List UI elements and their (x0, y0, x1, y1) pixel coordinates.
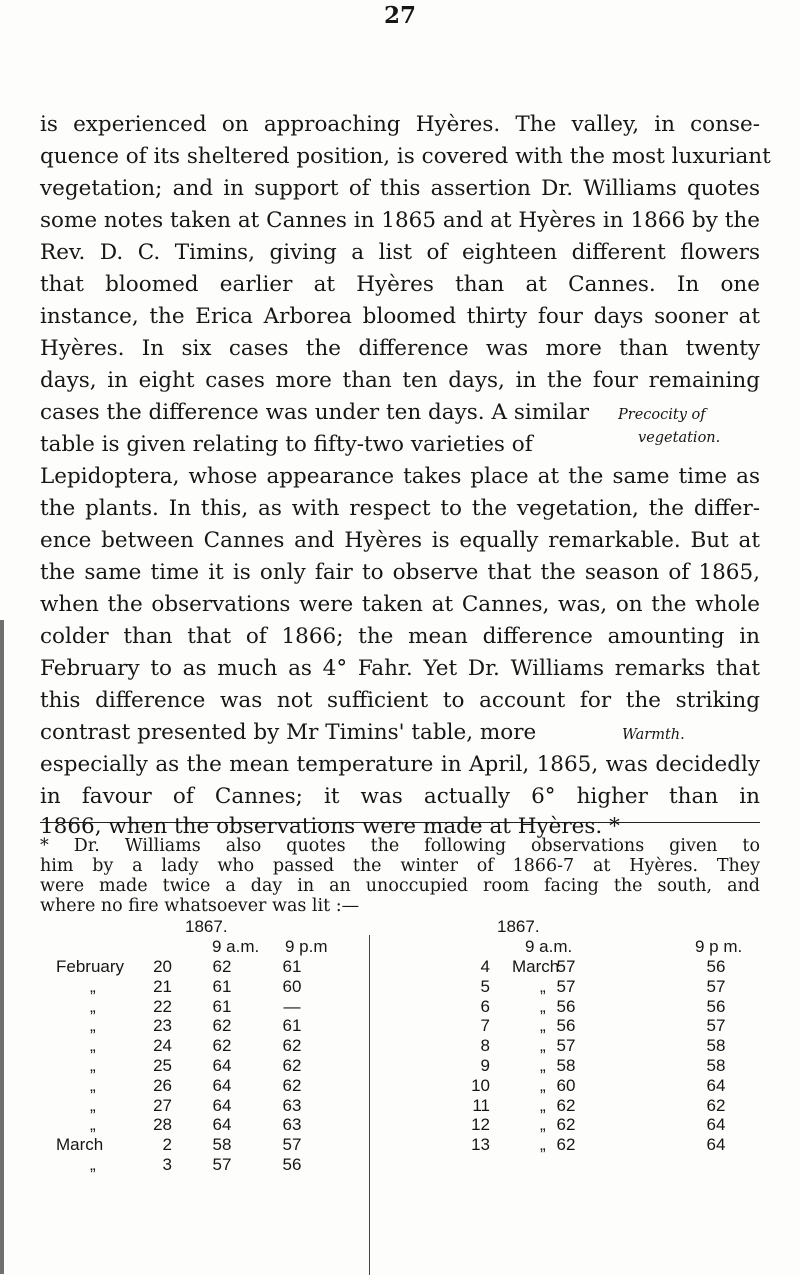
table-row-am: 61 (212, 997, 232, 1016)
body-line: quence of its sheltered position, is covered with the most luxuriant (40, 144, 771, 169)
table-row-am: 62 (212, 1016, 232, 1035)
table-row-day: 20 (153, 957, 172, 976)
table-row-month: „ (540, 1076, 546, 1095)
table-row-month: „ (540, 1036, 546, 1055)
table-row-month: „ (90, 1016, 96, 1035)
table-row-pm: 64 (706, 1076, 726, 1095)
table-row-day: 13 (471, 1135, 490, 1154)
table-row-day: 22 (153, 997, 172, 1016)
table-row-day: 27 (153, 1096, 172, 1115)
body-line: Rev. D. C. Timins, giving a list of eighteen different flowers (40, 240, 760, 265)
table-row-pm: 61 (282, 957, 302, 976)
body-line: Hyères. In six cases the difference was more than twenty (40, 336, 760, 361)
body-line: Lepidoptera, whose appearance takes place at the same time as (40, 464, 760, 489)
table-row-pm: 62 (282, 1076, 302, 1095)
table-row-am: 64 (212, 1115, 232, 1134)
col-header-pm: 9 p m. (695, 937, 743, 956)
table-row-am: 62 (556, 1096, 576, 1115)
table-row-am: 64 (212, 1096, 232, 1115)
body-line: cases the difference was under ten days. A similar (40, 400, 589, 425)
table-row-pm: 63 (282, 1096, 302, 1115)
table-row-day: 3 (162, 1155, 172, 1174)
table-row-day: 28 (153, 1115, 172, 1134)
table-year: 1867. (185, 917, 228, 936)
table-row-pm: 56 (706, 957, 726, 976)
table-row-am: 64 (212, 1076, 232, 1095)
table-row-month: „ (540, 1016, 546, 1035)
table-row-am: 57 (556, 977, 576, 996)
body-line: contrast presented by Mr Timins' table, more (40, 720, 537, 745)
body-line: this difference was not sufficient to account for the striking (40, 688, 760, 713)
table-row-month: „ (90, 1096, 96, 1115)
table-row-pm: 60 (282, 977, 302, 996)
table-row-pm: 56 (282, 1155, 302, 1174)
table-row-month: „ (90, 1056, 96, 1075)
table-row-month: „ (90, 1115, 96, 1134)
col-header-pm: 9 p.m (285, 937, 328, 956)
table-row-pm: 64 (706, 1115, 726, 1134)
table-row-day: 26 (153, 1076, 172, 1095)
table-row-pm: 57 (706, 977, 726, 996)
table-row-day: 7 (480, 1016, 490, 1035)
table-row-month: March (56, 1135, 104, 1154)
table-row-month: „ (540, 1056, 546, 1075)
table-row-am: 60 (556, 1076, 576, 1095)
page-edge (0, 620, 4, 1274)
table-row-am: 62 (212, 1036, 232, 1055)
table-row-day: 10 (471, 1076, 490, 1095)
table-row-day: 25 (153, 1056, 172, 1075)
table-row-day: 21 (153, 977, 172, 996)
table-row-pm: 58 (706, 1036, 726, 1055)
table-row-month: „ (540, 1096, 546, 1115)
table-row-am: 57 (556, 1036, 576, 1055)
table-row-month: „ (90, 997, 96, 1016)
table-row-pm: 62 (282, 1036, 302, 1055)
table-year: 1867. (497, 917, 540, 936)
table-row-month: „ (90, 1036, 96, 1055)
table-row-day: 11 (472, 1096, 490, 1115)
table-row-month: „ (90, 977, 96, 996)
footnote-line: where no fire whatsoever was lit :— (40, 896, 360, 916)
table-row-am: 62 (556, 1115, 576, 1134)
table-row-am: 61 (212, 977, 232, 996)
table-row-pm: 63 (282, 1115, 302, 1134)
table-divider (369, 935, 370, 1275)
body-line: in favour of Cannes; it was actually 6° higher than in (40, 784, 760, 809)
table-row-day: 4 (480, 957, 490, 976)
table-row-am: 56 (556, 997, 576, 1016)
table-row-pm: 61 (282, 1016, 302, 1035)
table-row-month: „ (540, 1115, 546, 1134)
body-line: 1866, when the observations were made at Hyères. * (40, 814, 620, 839)
body-line: some notes taken at Cannes in 1865 and at Hyères in 1866 by the (40, 208, 760, 233)
margin-note: vegetation. (638, 430, 721, 446)
table-row-day: 2 (162, 1135, 172, 1154)
table-row-day: 24 (153, 1036, 172, 1055)
table-row-pm: 58 (706, 1056, 726, 1075)
body-line: colder than that of 1866; the mean difference amounting in (40, 624, 760, 649)
table-row-pm: 56 (706, 997, 726, 1016)
page-number: 27 (383, 2, 416, 29)
table-row-pm: 57 (282, 1135, 302, 1154)
table-row-pm: 62 (282, 1056, 302, 1075)
body-line: table is given relating to fifty-two varieties of (40, 432, 533, 457)
body-line: ence between Cannes and Hyères is equally remarkable. But at (40, 528, 760, 553)
margin-note: Warmth. (622, 727, 685, 743)
table-row-pm: 57 (706, 1016, 726, 1035)
table-row-pm: — (283, 997, 301, 1016)
table-row-am: 64 (212, 1056, 232, 1075)
table-row-pm: 64 (706, 1135, 726, 1154)
table-row-month: March (512, 957, 560, 976)
col-header-am: 9 a.m. (212, 937, 260, 956)
table-row-month: „ (90, 1155, 96, 1174)
table-row-am: 62 (556, 1135, 576, 1154)
table-row-am: 62 (212, 957, 232, 976)
table-row-day: 6 (480, 997, 490, 1016)
table-row-month: „ (540, 997, 546, 1016)
table-row-month: „ (540, 1135, 546, 1154)
table-row-day: 8 (480, 1036, 490, 1055)
table-row-pm: 62 (706, 1096, 726, 1115)
table-row-am: 58 (212, 1135, 232, 1154)
body-line: the plants. In this, as with respect to the vegetation, the differ- (40, 496, 760, 521)
body-line: instance, the Erica Arborea bloomed thirty four days sooner at (40, 304, 760, 329)
margin-note: Precocity of (618, 407, 706, 423)
body-line: vegetation; and in support of this assertion Dr. Williams quotes (40, 176, 760, 201)
body-line: days, in eight cases more than ten days, in the four remaining (40, 368, 760, 393)
table-row-am: 57 (212, 1155, 232, 1174)
table-row-am: 57 (556, 957, 576, 976)
body-line: that bloomed earlier at Hyères than at Cannes. In one (40, 272, 760, 297)
col-header-am: 9 a.m. (525, 937, 573, 956)
table-row-am: 58 (556, 1056, 576, 1075)
table-row-day: 9 (480, 1056, 490, 1075)
table-row-month: „ (540, 977, 546, 996)
table-row-month: „ (90, 1076, 96, 1095)
table-row-day: 23 (153, 1016, 172, 1035)
footnote-line: him by a lady who passed the winter of 1866-7 at Hyères. They (40, 856, 760, 876)
footnote-line: * Dr. Williams also quotes the following observations given to (40, 836, 760, 856)
table-row-am: 56 (556, 1016, 576, 1035)
footnote-line: were made twice a day in an unoccupied room facing the south, and (40, 876, 760, 896)
body-line: especially as the mean temperature in April, 1865, was decidedly (40, 752, 760, 777)
body-line: the same time it is only fair to observe that the season of 1865, (40, 560, 760, 585)
body-line: is experienced on approaching Hyères. The valley, in conse- (40, 112, 760, 137)
body-line: February to as much as 4° Fahr. Yet Dr. Williams remarks that (40, 656, 760, 681)
table-row-day: 5 (480, 977, 490, 996)
table-row-day: 12 (471, 1115, 490, 1134)
table-row-month: February (56, 957, 125, 976)
body-line: when the observations were taken at Cannes, was, on the whole (40, 592, 760, 617)
